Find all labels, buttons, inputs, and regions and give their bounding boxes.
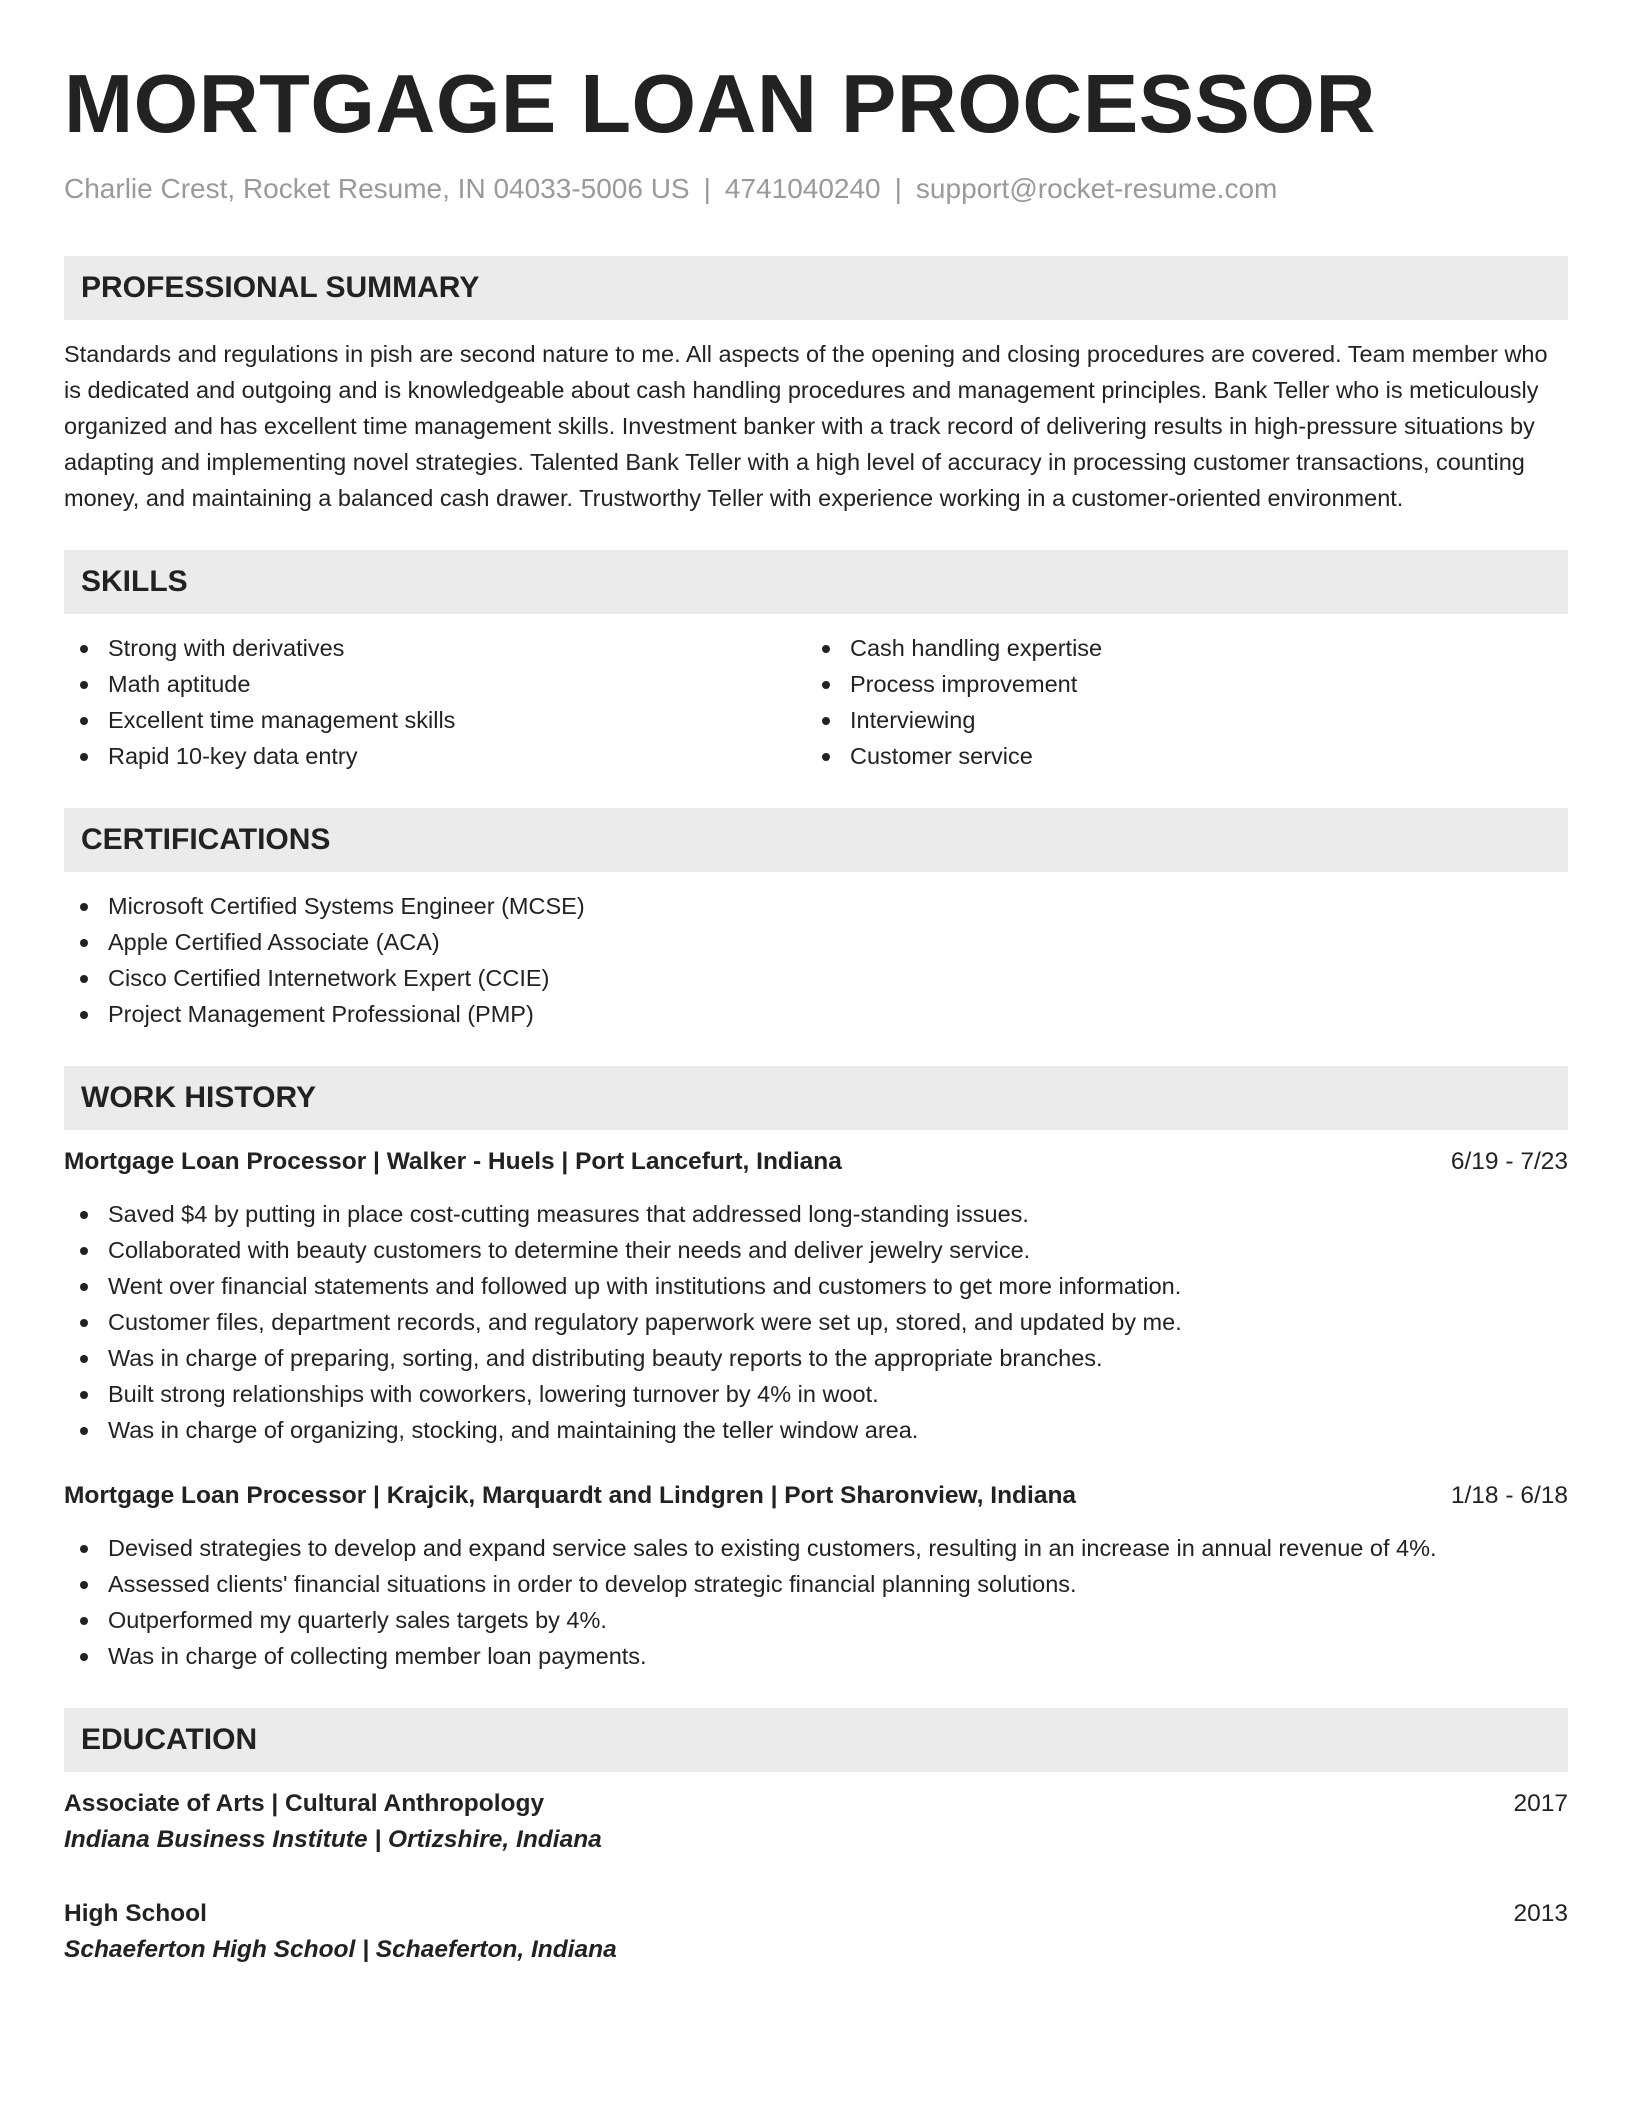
job-bullet: Built strong relationships with coworkers, lowering turnover by 4% in woot. [64, 1376, 1568, 1412]
contact-phone: 4741040240 [724, 173, 881, 204]
job-bullet: Devised strategies to develop and expand service sales to existing customers, resulting in an increase in annual revenue of 4%. [64, 1530, 1568, 1566]
skills-list-right [806, 630, 1548, 774]
summary-text: Standards and regulations in pish are second nature to me. All aspects of the opening and closing procedures are covered. Team member who is dedicated and outgoing and is knowledgeable about cash handling procedures and management principles. Bank Teller who is meticulously organized and has excellent time management skills. Investment banker with a track record of delivering results in high-pressure situations by adapting and implementing novel strategies. Talented Bank Teller with a high level of accuracy in processing customer transactions, counting money, and maintaining a balanced cash drawer. Trustworthy Teller with experience working in a customer-oriented environment. [64, 341, 1548, 511]
job-header [64, 1144, 1568, 1180]
contact-separator: | [703, 173, 711, 204]
job-bullet: Was in charge of collecting member loan payments. [64, 1638, 1568, 1674]
skill-item: Math aptitude [64, 666, 806, 702]
certification-item: Apple Certified Associate (ACA) [64, 924, 1568, 960]
job-bullet: Outperformed my quarterly sales targets by 4%. [64, 1602, 1568, 1638]
education-school: Schaeferton High School | Schaeferton, Indiana [64, 1936, 617, 1963]
job-bullet: Was in charge of preparing, sorting, and distributing beauty reports to the appropriate branches. [64, 1340, 1568, 1376]
job-bullet: Customer files, department records, and regulatory paperwork were set up, stored, and updated by me. [64, 1304, 1568, 1340]
job-bullets [64, 1196, 1568, 1448]
skill-item: Process improvement [806, 666, 1548, 702]
section-heading-education: EDUCATION [64, 1708, 1568, 1772]
education-degree: High School [64, 1900, 207, 1927]
skill-item: Excellent time management skills [64, 702, 806, 738]
job-dates: 1/18 - 6/18 [1450, 1482, 1568, 1509]
education-header [64, 1786, 1568, 1822]
resume-title: MORTGAGE LOAN PROCESSOR [64, 57, 1376, 150]
job-header [64, 1478, 1568, 1514]
job-title: Mortgage Loan Processor | Krajcik, Marquardt and Lindgren | Port Sharonview, Indiana [64, 1482, 1077, 1509]
job-bullet: Saved $4 by putting in place cost-cutting measures that addressed long-standing issues. [64, 1196, 1568, 1232]
section-heading-skills: SKILLS [64, 550, 1568, 614]
contact-separator: | [894, 173, 902, 204]
contact-line [64, 172, 1568, 206]
certification-item: Cisco Certified Internetwork Expert (CCIE) [64, 960, 1568, 996]
certification-item: Microsoft Certified Systems Engineer (MCSE) [64, 888, 1568, 924]
job-bullets [64, 1530, 1568, 1674]
job-title: Mortgage Loan Processor | Walker - Huels | Port Lancefurt, Indiana [64, 1148, 842, 1175]
contact-address: Charlie Crest, Rocket Resume, IN 04033-5006 US [64, 173, 690, 204]
education-year: 2013 [1513, 1900, 1568, 1927]
resume-page [64, 58, 1568, 1968]
skill-item: Cash handling expertise [806, 630, 1548, 666]
job-bullet: Went over financial statements and followed up with institutions and customers to get more information. [64, 1268, 1568, 1304]
section-heading-certifications: CERTIFICATIONS [64, 808, 1568, 872]
job-bullet: Assessed clients' financial situations in order to develop strategic financial planning solutions. [64, 1566, 1568, 1602]
skills-grid [64, 630, 1568, 774]
education-header [64, 1896, 1568, 1932]
job-dates: 6/19 - 7/23 [1450, 1148, 1568, 1175]
job-bullet: Collaborated with beauty customers to determine their needs and deliver jewelry service. [64, 1232, 1568, 1268]
section-heading-summary: PROFESSIONAL SUMMARY [64, 256, 1568, 320]
education-school: Indiana Business Institute | Ortizshire, Indiana [64, 1826, 602, 1853]
certifications-list [64, 888, 1568, 1032]
skills-list-left [64, 630, 806, 774]
education-year: 2017 [1513, 1790, 1568, 1817]
skill-item: Rapid 10-key data entry [64, 738, 806, 774]
skill-item: Strong with derivatives [64, 630, 806, 666]
contact-email: support@rocket-resume.com [915, 173, 1278, 204]
skill-item: Interviewing [806, 702, 1548, 738]
certification-item: Project Management Professional (PMP) [64, 996, 1568, 1032]
education-degree: Associate of Arts | Cultural Anthropology [64, 1790, 545, 1817]
skill-item: Customer service [806, 738, 1548, 774]
job-bullet: Was in charge of organizing, stocking, and maintaining the teller window area. [64, 1412, 1568, 1448]
section-heading-work-history: WORK HISTORY [64, 1066, 1568, 1130]
